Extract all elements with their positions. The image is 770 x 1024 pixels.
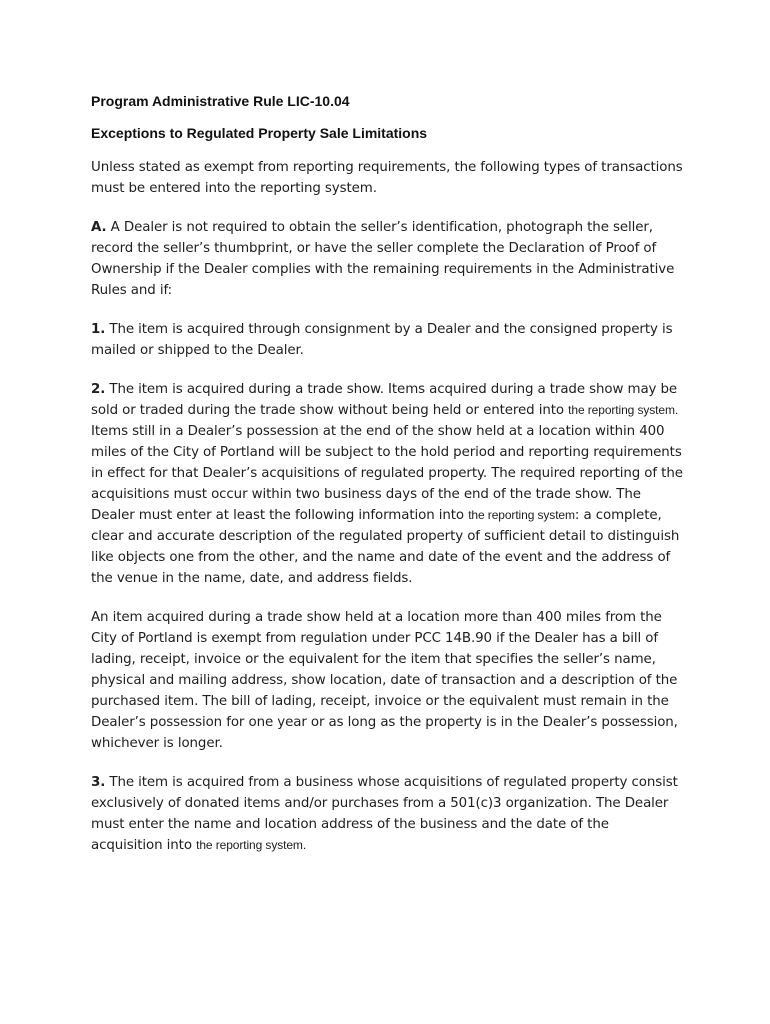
document-subtitle: Exceptions to Regulated Property Sale Limitations bbox=[91, 125, 428, 141]
item-1-label: 1. bbox=[91, 322, 106, 337]
item-2-paragraph bbox=[91, 379, 684, 589]
item-3-text: The item is acquired from a business whose acquisitions of regulated property consist exclusively of donated items and/or purchases from a 501(c)3 organization. The Dealer must enter the name and location address of the business and the date of the acquisition into bbox=[91, 775, 678, 853]
item-2-text-a: The item is acquired during a trade show. Items acquired during a trade show may be sold or traded during the trade show without being held or entered into bbox=[91, 382, 678, 418]
item-1-text: The item is acquired through consignment by a Dealer and the consigned property is mailed or shipped to the Dealer. bbox=[91, 322, 673, 358]
intro-text: Unless stated as exempt from reporting requirements, the following types of transactions must be entered into the reporting system. bbox=[91, 160, 683, 196]
item-2-label: 2. bbox=[91, 382, 106, 397]
item-3-paragraph bbox=[91, 772, 684, 856]
item-2-text-b: Items still in a Dealer’s possession at the end of the show held at a location within 400 miles of the City of Portland will be subject to the hold period and reporting requirements in effect for that Dealer’s acquisitions of regulated property. The required reporting of the acquisitions must occur within two business days of the end of the trade show. The Dealer must enter at least the following information into bbox=[91, 424, 683, 523]
item-1-paragraph bbox=[91, 319, 684, 361]
section-a-paragraph bbox=[91, 217, 684, 301]
item-2-text-c: : a complete, clear and accurate description of the regulated property of sufficient detail to distinguish like objects one from the other, and the name and date of the event and the address of the venue in the name, date, and address fields. bbox=[91, 508, 680, 586]
item-2-reference-a: the reporting system. bbox=[568, 403, 679, 417]
item-3-label: 3. bbox=[91, 775, 106, 790]
item-3-reference: the reporting system. bbox=[196, 838, 307, 852]
section-a-text: A Dealer is not required to obtain the seller’s identification, photograph the seller, record the seller’s thumbprint, or have the seller complete the Declaration of Proof of Ownership if the Dealer complies with the remaining requirements in the Administrative Rules and if: bbox=[91, 220, 675, 298]
item-2-reference-b: the reporting system bbox=[468, 508, 575, 522]
item-2-continued-paragraph bbox=[91, 607, 684, 754]
intro-paragraph bbox=[91, 157, 684, 199]
section-a-label: A. bbox=[91, 220, 107, 235]
document-title: Program Administrative Rule LIC-10.04 bbox=[91, 93, 350, 109]
item-2-continued-text: An item acquired during a trade show held at a location more than 400 miles from the City of Portland is exempt from regulation under PCC 14B.90 if the Dealer has a bill of lading, receipt, invoice or the equivalent for the item that specifies the seller’s name, physical and mailing address, show location, date of transaction and a description of the purchased item. The bill of lading, receipt, invoice or the equivalent must remain in the Dealer’s possession for one year or as long as the property is in the Dealer’s possession, whichever is longer. bbox=[91, 610, 678, 751]
